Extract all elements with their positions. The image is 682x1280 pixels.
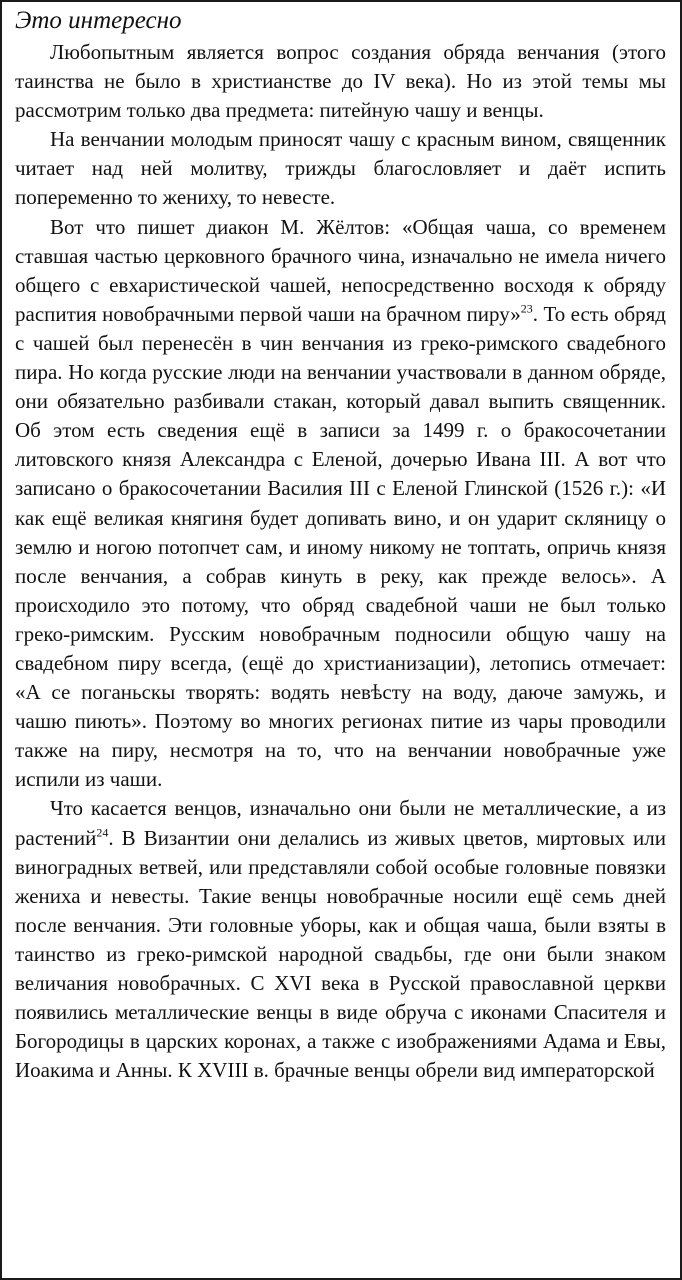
- paragraph-cup-ritual: На венчании молодым приносят чашу с красным вином, священник читает над ней молитву, трижды благословляет и даёт испить попеременно то жениху, то невесте.: [15, 127, 666, 210]
- section-heading: Это интересно: [15, 7, 182, 34]
- paragraph-text: . То есть обряд с чашей был перенесён в чин венчания из греко-римского свадебного пира. Но когда русские люди на венчании участвовали в данном обряде, они обязательно разбивали стакан, который давал выпить священник. Об этом есть сведения ещё в записи за 1499 г. о бракосочетании литовского князя Александра с Еленой, дочерью Ивана III. А вот что записано о бракосочетании Василия III с Еленой Глинской (1526 г.): «И как ещё великая княгиня будет допивать вино, и он ударит скляницу о землю и ногою потопчет сам, и иному никому не топтать, опричь князя после венчания, а собрав кинуть в реку, как прежде велось». А происходило это потому, что обряд свадебной чаши не был только греко-римским. Русским новобрачным подносили общую чашу на свадебном пиру всегда, (ещё до христианизации), летопись отмечает: «А се поганьскы творять: водять невѣсту на воду, даюче замужь, и чашю пиють». Поэтому во многих регионах питие из чары проводили также на пиру, несмотря на то, что на венчании новобрачные уже испили из чаши.: [15, 301, 666, 792]
- footnote-ref-24[interactable]: 24: [96, 825, 109, 840]
- paragraph-text: Вот что пишет диакон М. Жёлтов: «Общая чаша, со временем ставшая частью церковного брачного чина, изначально не имела ничего общего с евхаристической чашей, непосредственно восходя к обряду распития новобрачными первой чаши на брачном пиру»: [15, 214, 666, 326]
- paragraph-text: . В Византии они делались из живых цветов, миртовых или виноградных ветвей, или представляли собой особые головные повязки жениха и невесты. Такие венцы новобрачные носили ещё семь дней после венчания. Эти головные уборы, как и общая чаша, были взяты в таинство из греко-римской народной свадьбы, где они были знаком величания новобрачных. С XVI века в Русской православной церкви появились металлические венцы в виде обруча с иконами Спасителя и Богородицы в царских коронах, а также с изображениями Адама и Евы, Иоакима и Анны. К XVIII в. брачные венцы обрели вид императорской: [15, 825, 666, 1083]
- footnote-ref-23[interactable]: 23: [520, 301, 533, 316]
- paragraph-zheltov-quote: [15, 213, 666, 795]
- paragraph-intro: Любопытным является вопрос создания обряда венчания (этого таинства не было в христианстве до IV века). Но из этой темы мы рассмотрим только два предмета: питейную чашу и венцы.: [15, 40, 666, 123]
- paragraph-crowns: [15, 794, 666, 1085]
- paragraph-text: Что касается венцов, изначально они были не металлические, а из растений: [15, 796, 666, 850]
